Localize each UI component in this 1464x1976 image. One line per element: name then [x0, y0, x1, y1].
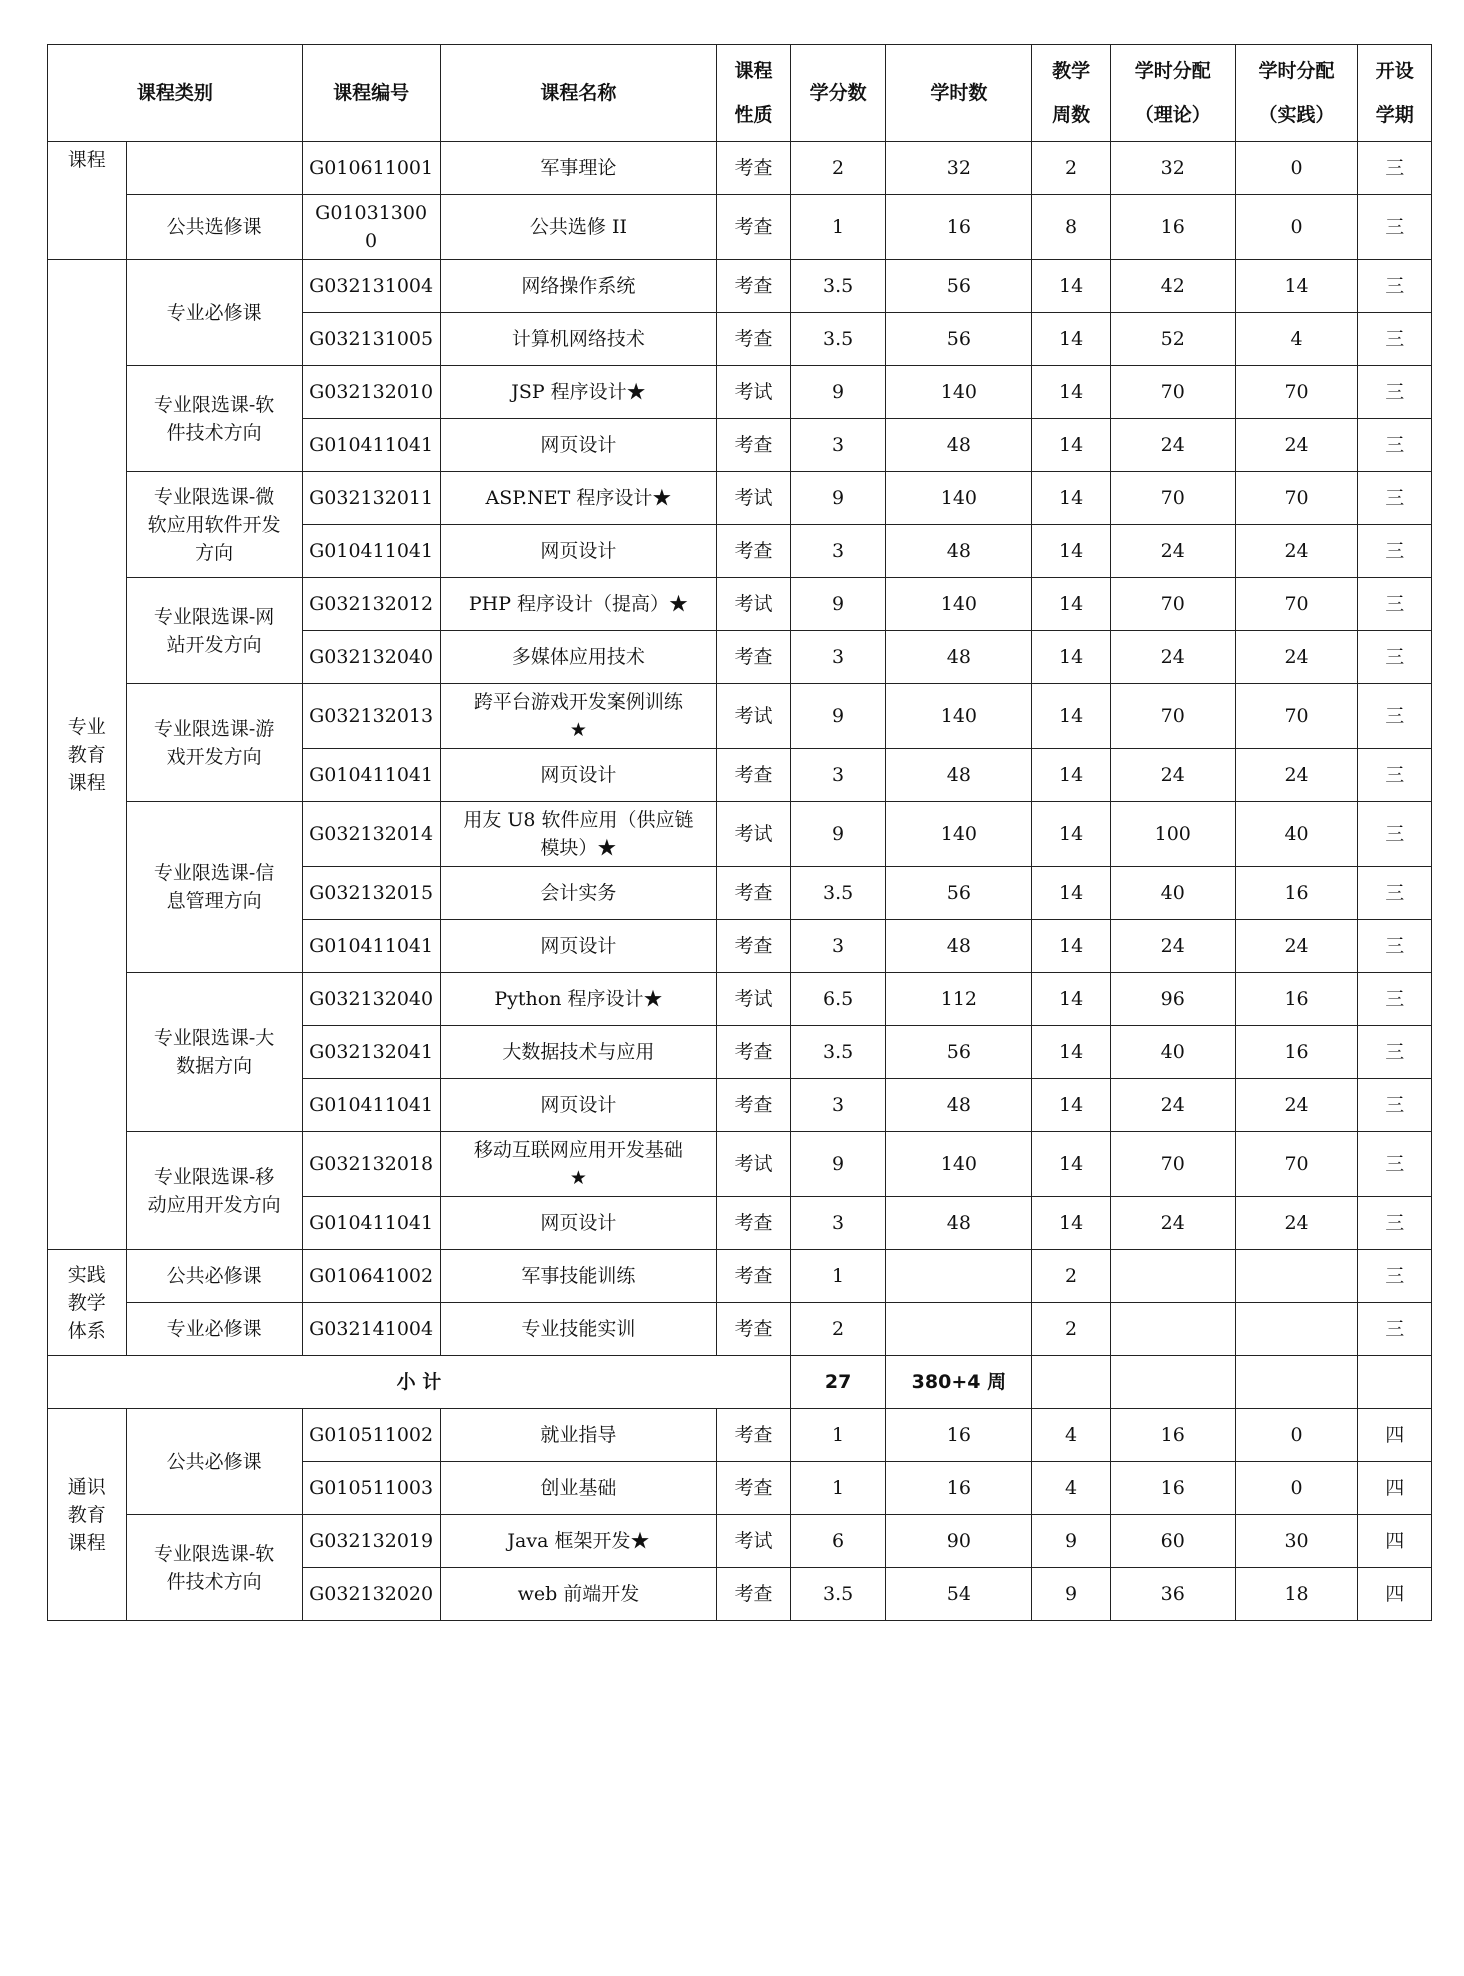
cell-credits: 6	[790, 1515, 886, 1568]
cell-hours: 48	[886, 631, 1032, 684]
cell-practice	[1235, 1250, 1358, 1303]
cell-code: G010641002	[302, 1250, 440, 1303]
cell-theory: 24	[1110, 1079, 1235, 1132]
table-row	[48, 260, 1432, 313]
table-row	[48, 1250, 1432, 1303]
cell-practice: 70	[1235, 684, 1358, 749]
cell-code: G032132012	[302, 578, 440, 631]
cell-name: Java 框架开发★	[440, 1515, 717, 1568]
cell-term: 三	[1358, 260, 1432, 313]
cell-credits: 3	[790, 525, 886, 578]
cell-credits: 3.5	[790, 1026, 886, 1079]
cell-term: 三	[1358, 867, 1432, 920]
cell-nature: 考查	[717, 1568, 790, 1621]
cell-weeks: 2	[1032, 1303, 1111, 1356]
cell-nature: 考查	[717, 195, 790, 260]
cell-theory: 70	[1110, 1132, 1235, 1197]
subtotal-empty	[1032, 1356, 1111, 1409]
cell-code: G032131004	[302, 260, 440, 313]
cell-name: 移动互联网应用开发基础 ★	[440, 1132, 717, 1197]
cell-nature: 考试	[717, 684, 790, 749]
cell-practice: 0	[1235, 1462, 1358, 1515]
table-row	[48, 973, 1432, 1026]
subcategory: 公共必修课	[126, 1409, 302, 1515]
cell-nature: 考查	[717, 260, 790, 313]
cell-code: G01031300 0	[302, 195, 440, 260]
cell-weeks: 9	[1032, 1515, 1111, 1568]
cell-hours: 112	[886, 973, 1032, 1026]
cell-name: 创业基础	[440, 1462, 717, 1515]
cell-name: 网络操作系统	[440, 260, 717, 313]
cell-nature: 考查	[717, 142, 790, 195]
subcategory: 专业限选课-软 件技术方向	[126, 1515, 302, 1621]
cell-hours: 140	[886, 1132, 1032, 1197]
category-group: 专业 教育 课程	[48, 260, 127, 1250]
table-row	[48, 366, 1432, 419]
cell-theory: 24	[1110, 920, 1235, 973]
cell-credits: 9	[790, 1132, 886, 1197]
cell-weeks: 14	[1032, 1132, 1111, 1197]
cell-theory: 60	[1110, 1515, 1235, 1568]
cell-code: G032132010	[302, 366, 440, 419]
header-practice: 学时分配 （实践）	[1235, 45, 1358, 142]
cell-hours	[886, 1250, 1032, 1303]
cell-weeks: 14	[1032, 578, 1111, 631]
cell-term: 三	[1358, 1026, 1432, 1079]
cell-theory: 100	[1110, 802, 1235, 867]
table-row	[48, 195, 1432, 260]
subtotal-empty	[1358, 1356, 1432, 1409]
cell-weeks: 14	[1032, 684, 1111, 749]
cell-code: G032132019	[302, 1515, 440, 1568]
cell-theory: 42	[1110, 260, 1235, 313]
cell-weeks: 2	[1032, 142, 1111, 195]
table-row	[48, 472, 1432, 525]
table-row	[48, 578, 1432, 631]
header-term: 开设 学期	[1358, 45, 1432, 142]
cell-weeks: 14	[1032, 749, 1111, 802]
subcategory: 专业限选课-微 软应用软件开发 方向	[126, 472, 302, 578]
cell-term: 三	[1358, 142, 1432, 195]
subcategory: 专业限选课-软 件技术方向	[126, 366, 302, 472]
cell-hours: 16	[886, 1462, 1032, 1515]
cell-nature: 考查	[717, 1079, 790, 1132]
cell-hours: 140	[886, 578, 1032, 631]
cell-hours: 56	[886, 260, 1032, 313]
cell-theory: 70	[1110, 578, 1235, 631]
cell-weeks: 14	[1032, 631, 1111, 684]
cell-code: G010411041	[302, 920, 440, 973]
cell-credits: 3	[790, 1197, 886, 1250]
cell-theory: 32	[1110, 142, 1235, 195]
cell-code: G032132011	[302, 472, 440, 525]
subtotal-label: 小 计	[48, 1356, 791, 1409]
cell-nature: 考查	[717, 867, 790, 920]
cell-nature: 考查	[717, 631, 790, 684]
cell-name: 会计实务	[440, 867, 717, 920]
cell-practice: 24	[1235, 631, 1358, 684]
table-row	[48, 1515, 1432, 1568]
cell-term: 三	[1358, 313, 1432, 366]
cell-weeks: 14	[1032, 1026, 1111, 1079]
cell-credits: 2	[790, 1303, 886, 1356]
cell-name: 专业技能实训	[440, 1303, 717, 1356]
cell-term: 三	[1358, 684, 1432, 749]
cell-credits: 9	[790, 802, 886, 867]
cell-weeks: 9	[1032, 1568, 1111, 1621]
cell-theory: 40	[1110, 867, 1235, 920]
cell-practice: 14	[1235, 260, 1358, 313]
cell-credits: 3	[790, 1079, 886, 1132]
cell-hours: 48	[886, 920, 1032, 973]
cell-nature: 考查	[717, 313, 790, 366]
cell-credits: 1	[790, 1250, 886, 1303]
cell-hours: 140	[886, 366, 1032, 419]
cell-practice: 24	[1235, 1197, 1358, 1250]
cell-weeks: 14	[1032, 366, 1111, 419]
subtotal-credits: 27	[790, 1356, 886, 1409]
cell-term: 三	[1358, 802, 1432, 867]
cell-code: G032132041	[302, 1026, 440, 1079]
cell-hours: 48	[886, 525, 1032, 578]
cell-term: 三	[1358, 525, 1432, 578]
cell-practice: 16	[1235, 1026, 1358, 1079]
cell-theory: 36	[1110, 1568, 1235, 1621]
cell-name: 网页设计	[440, 419, 717, 472]
subtotal-empty	[1235, 1356, 1358, 1409]
subcategory: 专业限选课-大 数据方向	[126, 973, 302, 1132]
cell-practice: 30	[1235, 1515, 1358, 1568]
table-row	[48, 684, 1432, 749]
cell-hours: 48	[886, 419, 1032, 472]
cell-name: 用友 U8 软件应用（供应链 模块）★	[440, 802, 717, 867]
cell-code: G032141004	[302, 1303, 440, 1356]
cell-credits: 1	[790, 1462, 886, 1515]
cell-weeks: 4	[1032, 1462, 1111, 1515]
cell-weeks: 14	[1032, 973, 1111, 1026]
cell-credits: 9	[790, 472, 886, 525]
header-credits: 学分数	[790, 45, 886, 142]
cell-credits: 6.5	[790, 973, 886, 1026]
header-code: 课程编号	[302, 45, 440, 142]
cell-term: 三	[1358, 631, 1432, 684]
cell-theory: 70	[1110, 472, 1235, 525]
subcategory: 公共选修课	[126, 195, 302, 260]
header-row	[48, 45, 1432, 142]
cell-nature: 考查	[717, 1197, 790, 1250]
header-name: 课程名称	[440, 45, 717, 142]
subcategory: 专业限选课-网 站开发方向	[126, 578, 302, 684]
cell-nature: 考查	[717, 1409, 790, 1462]
cell-name: 计算机网络技术	[440, 313, 717, 366]
cell-practice: 40	[1235, 802, 1358, 867]
header-weeks: 教学 周数	[1032, 45, 1111, 142]
header-hours: 学时数	[886, 45, 1032, 142]
cell-name: Python 程序设计★	[440, 973, 717, 1026]
cell-code: G010611001	[302, 142, 440, 195]
cell-name: 多媒体应用技术	[440, 631, 717, 684]
cell-theory: 70	[1110, 684, 1235, 749]
subcategory: 专业必修课	[126, 1303, 302, 1356]
cell-code: G010411041	[302, 749, 440, 802]
cell-credits: 9	[790, 578, 886, 631]
cell-code: G032132014	[302, 802, 440, 867]
subtotal-row	[48, 1356, 1432, 1409]
cell-credits: 3	[790, 631, 886, 684]
cell-credits: 3.5	[790, 313, 886, 366]
cell-credits: 3	[790, 419, 886, 472]
header-nature: 课程 性质	[717, 45, 790, 142]
cell-nature: 考试	[717, 973, 790, 1026]
header-category: 课程类别	[48, 45, 303, 142]
cell-term: 三	[1358, 749, 1432, 802]
cell-credits: 3.5	[790, 867, 886, 920]
cell-practice: 24	[1235, 525, 1358, 578]
cell-practice: 24	[1235, 1079, 1358, 1132]
cell-term: 三	[1358, 419, 1432, 472]
cell-nature: 考试	[717, 1132, 790, 1197]
cell-nature: 考查	[717, 749, 790, 802]
table-row	[48, 1303, 1432, 1356]
cell-practice	[1235, 1303, 1358, 1356]
cell-nature: 考试	[717, 472, 790, 525]
category-group: 课程	[48, 142, 127, 260]
course-table	[47, 44, 1432, 1621]
cell-practice: 0	[1235, 1409, 1358, 1462]
cell-practice: 4	[1235, 313, 1358, 366]
cell-code: G010411041	[302, 1079, 440, 1132]
cell-practice: 0	[1235, 195, 1358, 260]
cell-hours: 16	[886, 1409, 1032, 1462]
cell-weeks: 4	[1032, 1409, 1111, 1462]
cell-code: G032132040	[302, 973, 440, 1026]
cell-theory	[1110, 1250, 1235, 1303]
cell-code: G010411041	[302, 419, 440, 472]
cell-term: 四	[1358, 1462, 1432, 1515]
cell-weeks: 14	[1032, 313, 1111, 366]
cell-code: G010411041	[302, 525, 440, 578]
cell-name: 网页设计	[440, 920, 717, 973]
cell-name: 大数据技术与应用	[440, 1026, 717, 1079]
cell-code: G010511002	[302, 1409, 440, 1462]
cell-term: 三	[1358, 578, 1432, 631]
cell-nature: 考试	[717, 802, 790, 867]
cell-weeks: 14	[1032, 1197, 1111, 1250]
subcategory: 专业必修课	[126, 260, 302, 366]
cell-practice: 16	[1235, 973, 1358, 1026]
cell-term: 三	[1358, 973, 1432, 1026]
cell-code: G032131005	[302, 313, 440, 366]
category-group: 通识 教育 课程	[48, 1409, 127, 1621]
cell-code: G032132013	[302, 684, 440, 749]
cell-term: 三	[1358, 920, 1432, 973]
cell-weeks: 14	[1032, 802, 1111, 867]
cell-practice: 70	[1235, 1132, 1358, 1197]
cell-credits: 9	[790, 366, 886, 419]
cell-hours: 16	[886, 195, 1032, 260]
cell-credits: 1	[790, 195, 886, 260]
cell-hours: 32	[886, 142, 1032, 195]
table-row	[48, 1409, 1432, 1462]
cell-code: G010411041	[302, 1197, 440, 1250]
cell-name: 军事理论	[440, 142, 717, 195]
subcategory: 专业限选课-移 动应用开发方向	[126, 1132, 302, 1250]
cell-weeks: 14	[1032, 419, 1111, 472]
cell-name: 网页设计	[440, 1197, 717, 1250]
cell-nature: 考查	[717, 920, 790, 973]
subcategory: 公共必修课	[126, 1250, 302, 1303]
cell-nature: 考查	[717, 1250, 790, 1303]
header-theory: 学时分配 （理论）	[1110, 45, 1235, 142]
cell-weeks: 14	[1032, 472, 1111, 525]
cell-name: PHP 程序设计（提高）★	[440, 578, 717, 631]
cell-practice: 70	[1235, 578, 1358, 631]
cell-weeks: 14	[1032, 867, 1111, 920]
cell-name: 跨平台游戏开发案例训练 ★	[440, 684, 717, 749]
cell-theory: 96	[1110, 973, 1235, 1026]
cell-term: 三	[1358, 195, 1432, 260]
cell-hours: 140	[886, 684, 1032, 749]
cell-theory: 24	[1110, 1197, 1235, 1250]
cell-weeks: 14	[1032, 525, 1111, 578]
cell-term: 四	[1358, 1409, 1432, 1462]
cell-term: 三	[1358, 1250, 1432, 1303]
cell-name: 军事技能训练	[440, 1250, 717, 1303]
cell-theory: 40	[1110, 1026, 1235, 1079]
cell-weeks: 14	[1032, 260, 1111, 313]
cell-nature: 考查	[717, 525, 790, 578]
category-group: 实践 教学 体系	[48, 1250, 127, 1356]
cell-code: G032132015	[302, 867, 440, 920]
cell-weeks: 8	[1032, 195, 1111, 260]
cell-name: web 前端开发	[440, 1568, 717, 1621]
cell-credits: 1	[790, 1409, 886, 1462]
cell-weeks: 14	[1032, 920, 1111, 973]
cell-code: G010511003	[302, 1462, 440, 1515]
cell-name: 公共选修 II	[440, 195, 717, 260]
cell-hours: 56	[886, 313, 1032, 366]
cell-name: 网页设计	[440, 525, 717, 578]
cell-hours: 56	[886, 1026, 1032, 1079]
cell-code: G032132040	[302, 631, 440, 684]
cell-nature: 考试	[717, 366, 790, 419]
cell-nature: 考查	[717, 1026, 790, 1079]
cell-hours: 140	[886, 472, 1032, 525]
cell-term: 三	[1358, 1303, 1432, 1356]
cell-theory: 16	[1110, 1409, 1235, 1462]
subcategory: 专业限选课-信 息管理方向	[126, 802, 302, 973]
cell-theory: 16	[1110, 1462, 1235, 1515]
cell-practice: 24	[1235, 749, 1358, 802]
cell-credits: 2	[790, 142, 886, 195]
cell-term: 四	[1358, 1515, 1432, 1568]
table-row	[48, 142, 1432, 195]
cell-nature: 考查	[717, 419, 790, 472]
cell-weeks: 14	[1032, 1079, 1111, 1132]
table-row	[48, 802, 1432, 867]
cell-name: ASP.NET 程序设计★	[440, 472, 717, 525]
table-row	[48, 1132, 1432, 1197]
cell-credits: 3.5	[790, 1568, 886, 1621]
cell-hours: 48	[886, 1197, 1032, 1250]
cell-nature: 考查	[717, 1462, 790, 1515]
cell-credits: 9	[790, 684, 886, 749]
cell-hours: 56	[886, 867, 1032, 920]
cell-hours: 48	[886, 749, 1032, 802]
cell-hours	[886, 1303, 1032, 1356]
cell-hours: 54	[886, 1568, 1032, 1621]
cell-nature: 考查	[717, 1303, 790, 1356]
cell-theory: 24	[1110, 419, 1235, 472]
cell-practice: 16	[1235, 867, 1358, 920]
cell-credits: 3	[790, 920, 886, 973]
cell-term: 三	[1358, 366, 1432, 419]
cell-theory: 24	[1110, 749, 1235, 802]
cell-theory: 52	[1110, 313, 1235, 366]
cell-code: G032132020	[302, 1568, 440, 1621]
cell-term: 四	[1358, 1568, 1432, 1621]
cell-name: 网页设计	[440, 749, 717, 802]
cell-theory: 16	[1110, 195, 1235, 260]
cell-nature: 考试	[717, 578, 790, 631]
cell-term: 三	[1358, 1079, 1432, 1132]
cell-practice: 70	[1235, 472, 1358, 525]
subcategory	[126, 142, 302, 195]
cell-practice: 18	[1235, 1568, 1358, 1621]
cell-nature: 考试	[717, 1515, 790, 1568]
cell-theory: 24	[1110, 525, 1235, 578]
cell-credits: 3.5	[790, 260, 886, 313]
cell-weeks: 2	[1032, 1250, 1111, 1303]
cell-practice: 24	[1235, 920, 1358, 973]
cell-practice: 70	[1235, 366, 1358, 419]
cell-hours: 48	[886, 1079, 1032, 1132]
cell-term: 三	[1358, 472, 1432, 525]
subcategory: 专业限选课-游 戏开发方向	[126, 684, 302, 802]
cell-hours: 140	[886, 802, 1032, 867]
cell-term: 三	[1358, 1197, 1432, 1250]
cell-term: 三	[1358, 1132, 1432, 1197]
cell-hours: 90	[886, 1515, 1032, 1568]
cell-code: G032132018	[302, 1132, 440, 1197]
cell-practice: 24	[1235, 419, 1358, 472]
cell-theory: 24	[1110, 631, 1235, 684]
cell-practice: 0	[1235, 142, 1358, 195]
cell-name: JSP 程序设计★	[440, 366, 717, 419]
cell-theory: 70	[1110, 366, 1235, 419]
cell-name: 网页设计	[440, 1079, 717, 1132]
subtotal-hours: 380+4 周	[886, 1356, 1032, 1409]
cell-theory	[1110, 1303, 1235, 1356]
subtotal-empty	[1110, 1356, 1235, 1409]
cell-name: 就业指导	[440, 1409, 717, 1462]
cell-credits: 3	[790, 749, 886, 802]
